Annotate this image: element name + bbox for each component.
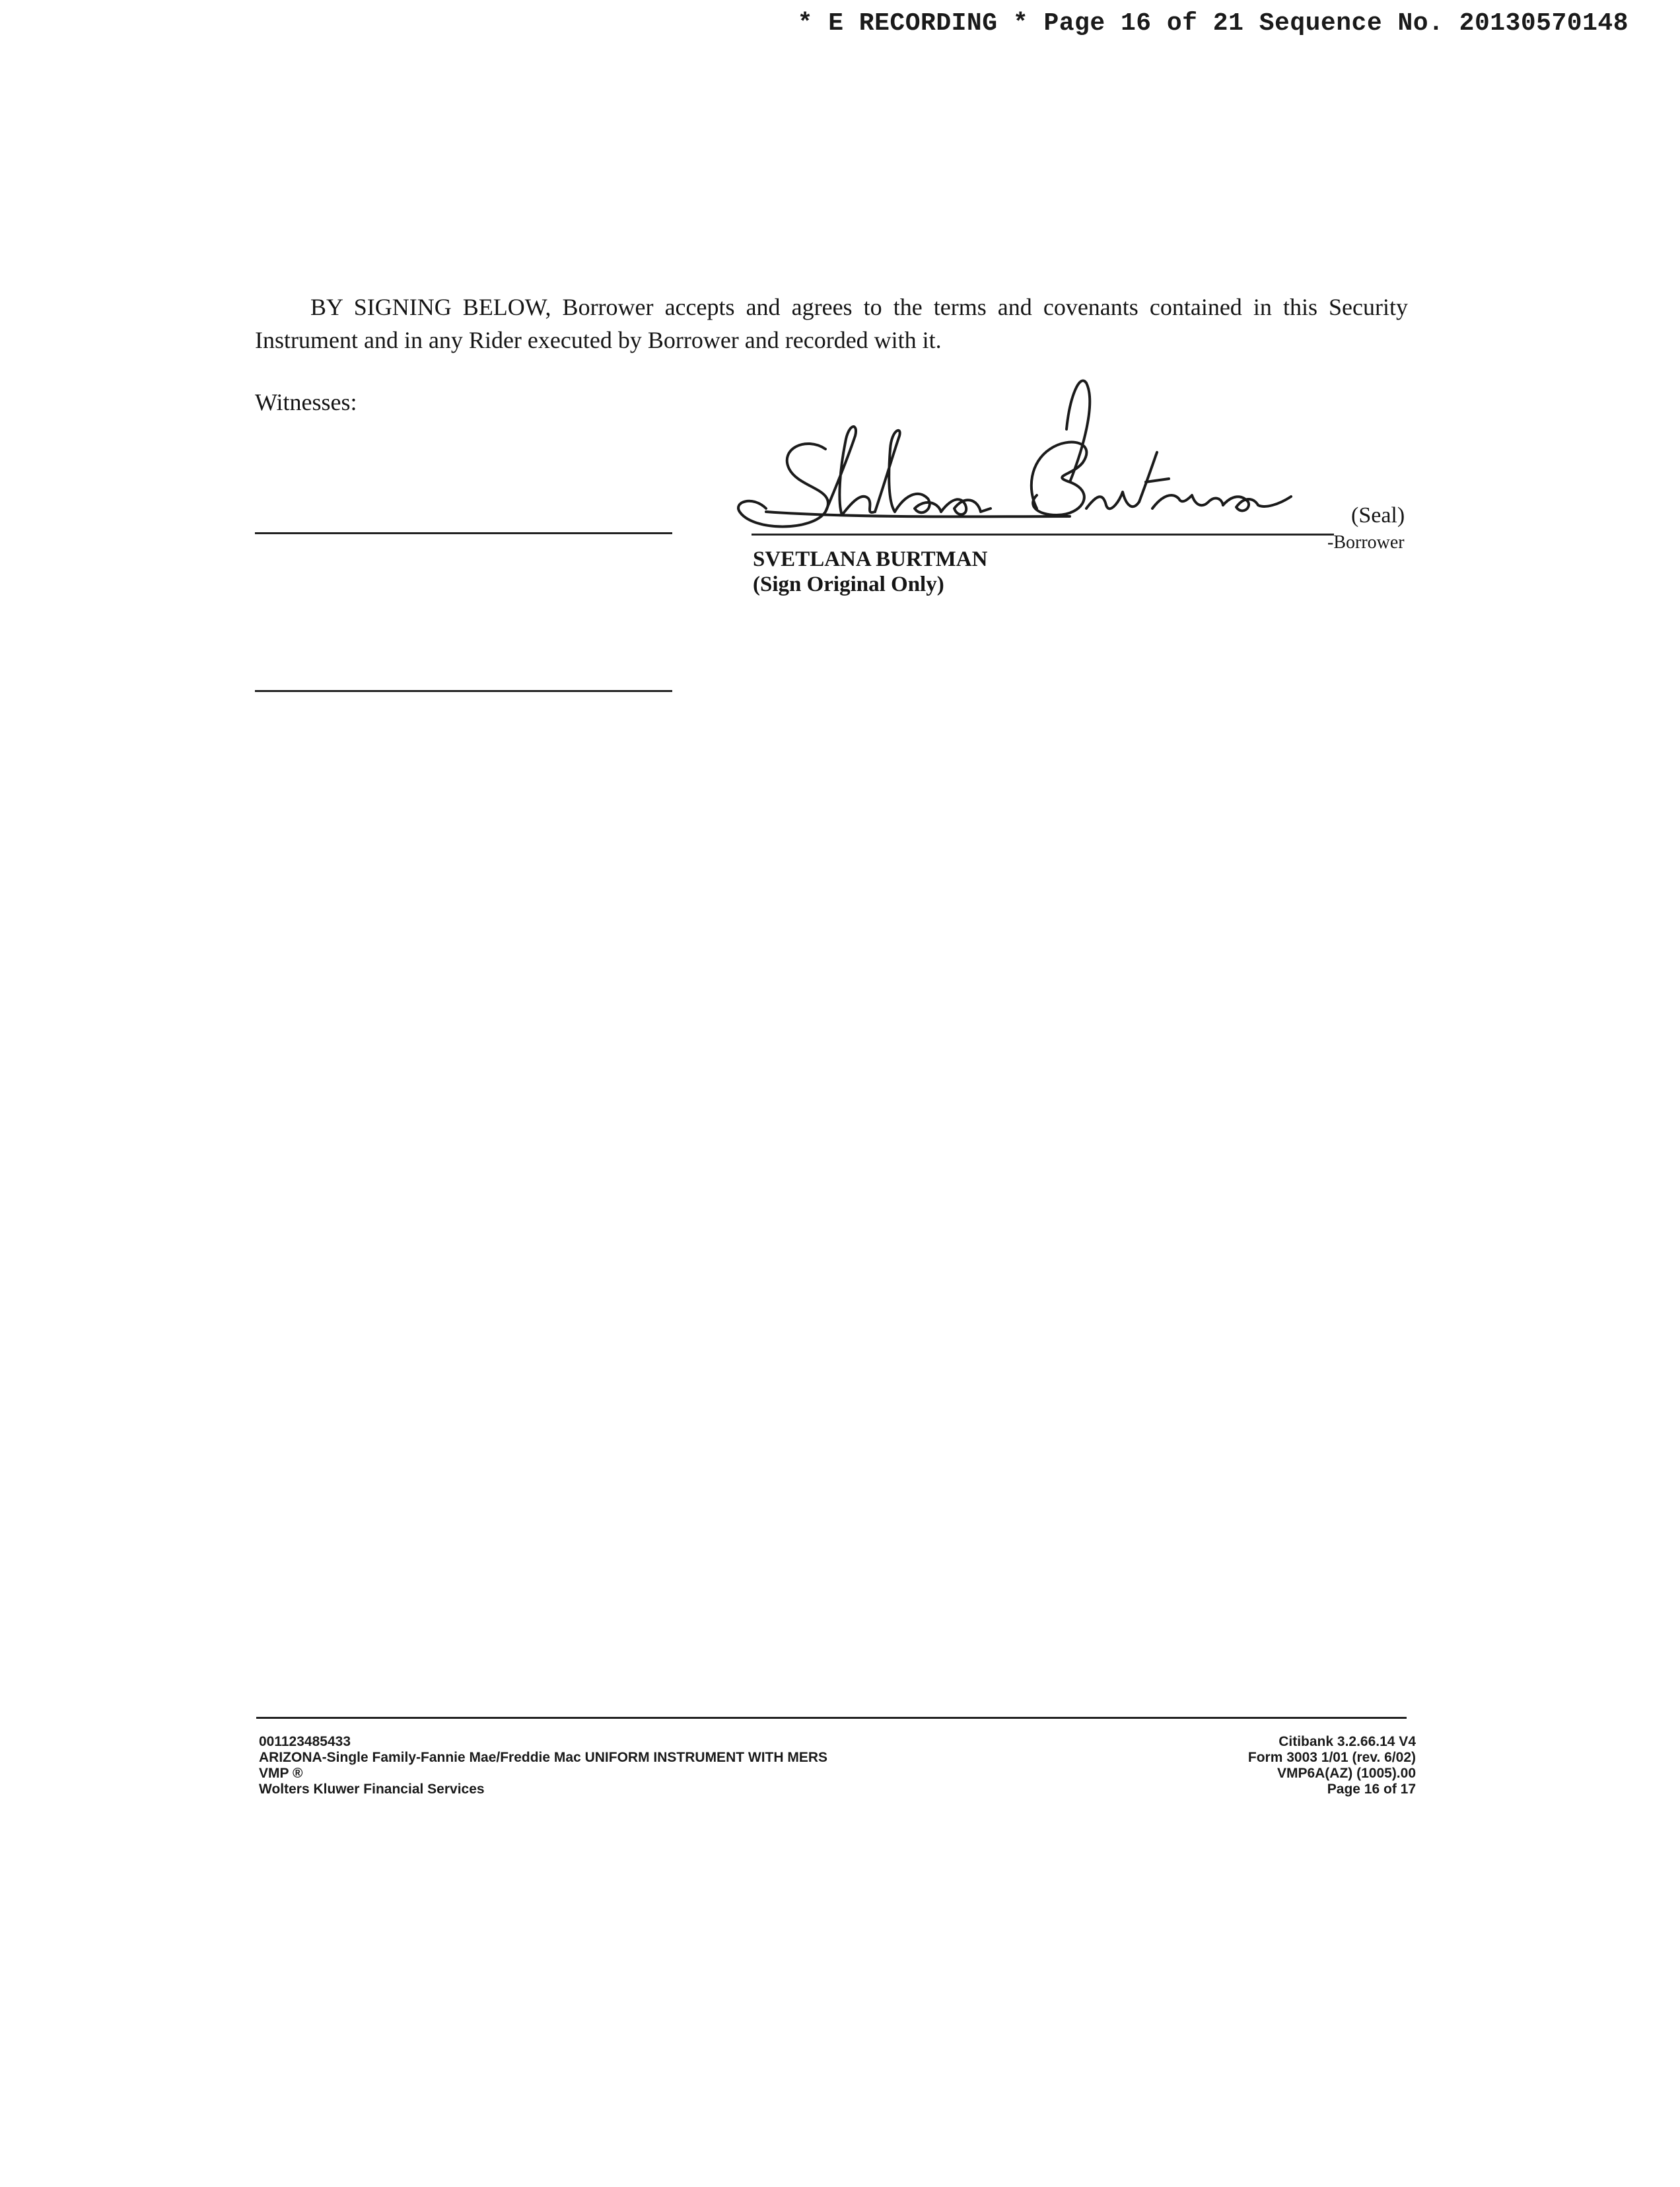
- borrower-signature-image: [726, 376, 1294, 541]
- sign-original-note: (Sign Original Only): [753, 573, 944, 596]
- borrower-name: SVETLANA BURTMAN: [753, 547, 988, 571]
- vmp-form-code: VMP6A(AZ) (1005).00: [1277, 1766, 1416, 1781]
- signing-statement-lead: BY SIGNING BELOW,: [310, 294, 551, 320]
- witness-signature-line-1: [255, 532, 672, 534]
- borrower-signature-line: [752, 534, 1334, 536]
- footer-right-block: [1248, 1734, 1416, 1797]
- form-page-number: Page 16 of 17: [1327, 1782, 1416, 1797]
- form-number: Form 3003 1/01 (rev. 6/02): [1247, 1750, 1416, 1765]
- signing-statement: [255, 291, 1408, 357]
- publisher-name: Wolters Kluwer Financial Services: [259, 1782, 485, 1797]
- vmp-mark: VMP ®: [259, 1766, 303, 1781]
- seal-label: (Seal): [1351, 503, 1405, 528]
- instrument-title: ARIZONA-Single Family-Fannie Mae/Freddie Mac UNIFORM INSTRUMENT WITH MERS: [259, 1750, 828, 1765]
- recording-stamp: * E RECORDING * Page 16 of 21 Sequence No. 20130570148: [797, 9, 1628, 38]
- signing-statement-text: Borrower accepts and agrees to the terms and covenants contained in this Security Instrument and in any Rider executed by Borrower and recorded with it.: [255, 294, 1409, 353]
- borrower-role-label: -Borrower: [1327, 532, 1405, 553]
- footer-left-block: [259, 1734, 827, 1797]
- loan-number: 001123485433: [259, 1734, 351, 1749]
- lender-version: Citibank 3.2.66.14 V4: [1278, 1734, 1416, 1749]
- witness-signature-line-2: [255, 690, 672, 692]
- handwritten-signature: [726, 376, 1294, 541]
- witnesses-label: Witnesses:: [255, 389, 357, 415]
- footer-divider: [256, 1717, 1407, 1719]
